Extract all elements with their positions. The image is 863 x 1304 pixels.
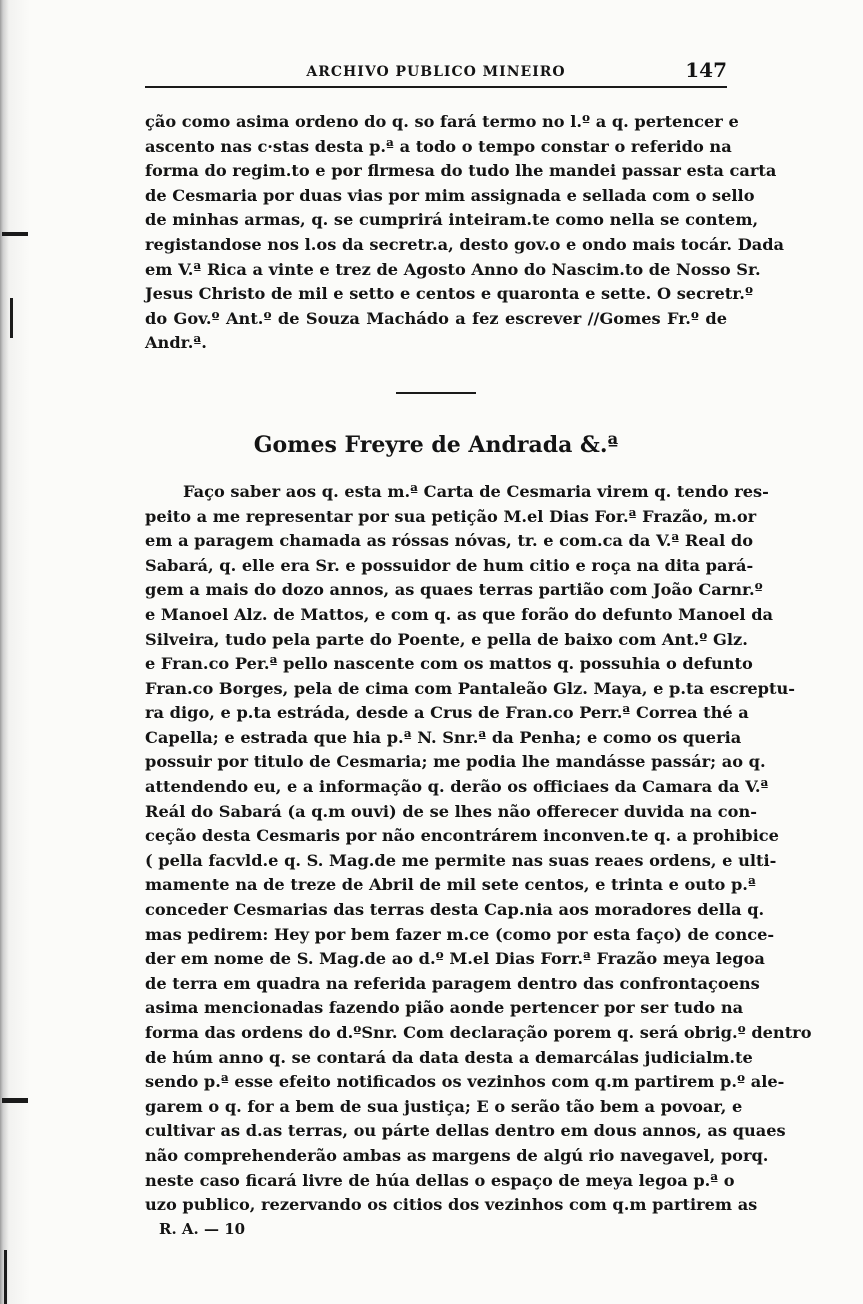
- text-line: de Cesmaria por duas vias por mim assignada e sellada com o sello: [145, 185, 755, 205]
- page-gutter-shadow: [0, 0, 38, 1304]
- text-line: ( pella facvld.e q. S. Mag.de me permite nas suas reaes ordens, e ulti-: [145, 850, 777, 870]
- header-rule: [145, 86, 727, 88]
- text-line: der em nome de S. Mag.de ao d.º M.el Dias Forr.ª Frazão meya legoa: [145, 949, 765, 969]
- book-page: [145, 52, 812, 1238]
- text-line: sendo p.ª esse efeito notificados os vezinhos com q.m partirem p.º ale-: [145, 1072, 785, 1092]
- text-line: não comprehenderão ambas as margens de algú rio navegavel, porq.: [145, 1145, 769, 1165]
- text-line: Reál do Sabará (a q.m ouvi) de se lhes não offerecer duvida na con-: [145, 801, 757, 821]
- gutter-mark: [4, 1250, 7, 1304]
- text-line: em V.ª Rica a vinte e trez de Agosto Anno do Nascim.to de Nosso Sr.: [145, 259, 761, 279]
- text-line: Faço saber aos q. esta m.ª Carta de Cesmaria virem q. tendo res-: [183, 481, 769, 501]
- running-title: ARCHIVO PUBLICO MINEIRO: [306, 64, 566, 80]
- signature-mark: R. A. — 10: [159, 1219, 246, 1238]
- text-line: uzo publico, rezervando os citios dos vezinhos com q.m partirem as: [145, 1195, 758, 1215]
- page-number: 147: [685, 58, 727, 82]
- text-line: do Gov.º Ant.º de Souza Machádo a fez escrever //Gomes Fr.º de: [145, 308, 727, 328]
- text-line: Fran.co Borges, pela de cima com Pantaleão Glz. Maya, e p.ta escreptu-: [145, 678, 795, 698]
- text-line: Capella; e estrada que hia p.ª N. Snr.ª da Penha; e como os queria: [145, 727, 742, 747]
- text-line: de minhas armas, q. se cumprirá inteiram.te como nella se contem,: [145, 210, 759, 230]
- second-document-text: [145, 480, 812, 1218]
- text-line: ceção desta Cesmaris por não encontrárem inconven.te q. a prohibice: [145, 826, 779, 846]
- section-title: Gomes Freyre de Andrada &.ª: [253, 431, 619, 458]
- text-line: garem o q. for a bem de sua justiça; E o serão tão bem a povoar, e: [145, 1096, 743, 1116]
- text-line: gem a mais do dozo annos, as quaes terras partião com João Carnr.º: [145, 580, 763, 600]
- text-line: asima mencionadas fazendo pião aonde pertencer por ser tudo na: [145, 998, 744, 1018]
- text-line: e Manoel Alz. de Mattos, e com q. as que forão do defunto Manoel da: [145, 604, 774, 624]
- running-header: [145, 52, 727, 86]
- text-line: forma das ordens do d.ºSnr. Com declaração porem q. será obrig.º dentro: [145, 1023, 812, 1042]
- text-line: forma do regim.to e por flrmesa do tudo lhe mandei passar esta carta: [145, 161, 777, 181]
- text-line: cultivar as d.as terras, ou párte dellas dentro em dous annos, as quaes: [145, 1121, 786, 1141]
- section-separator: [396, 392, 476, 394]
- text-line: peito a me representar por sua petição M.el Dias For.ª Frazão, m.or: [145, 506, 757, 526]
- text-line: Sabará, q. elle era Sr. e possuidor de hum citio e roça na dita pará-: [145, 555, 754, 575]
- first-document-text: [145, 110, 785, 356]
- text-line: conceder Cesmarias das terras desta Cap.nia aos moradores della q.: [145, 900, 765, 920]
- text-line: attendendo eu, e a informação q. derão os officiaes da Camara da V.ª: [145, 777, 769, 797]
- text-line: mamente na de treze de Abril de mil sete centos, e trinta e outo p.ª: [145, 875, 756, 895]
- text-line: e Fran.co Per.ª pello nascente com os mattos q. possuhia o defunto: [145, 654, 753, 674]
- text-line: ra digo, e p.ta estráda, desde a Crus de Fran.co Perr.ª Correa thé a: [145, 703, 749, 723]
- text-line: Silveira, tudo pela parte do Poente, e pella de baixo com Ant.º Glz.: [145, 629, 748, 649]
- gutter-mark: [2, 1098, 28, 1103]
- text-line: em a paragem chamada as róssas nóvas, tr. e com.ca da V.ª Real do: [145, 531, 754, 551]
- text-line: registandose nos l.os da secretr.a, desto gov.o e ondo mais tocár. Dada: [145, 234, 785, 254]
- text-line: possuir por titulo de Cesmaria; me podia lhe mandásse passár; ao q.: [145, 752, 766, 772]
- text-line: ção como asima ordeno do q. so fará termo no l.º a q. pertencer e: [145, 112, 739, 131]
- text-line: mas pedirem: Hey por bem fazer m.ce (como por esta faço) de conce-: [145, 924, 775, 944]
- text-line: neste caso ficará livre de húa dellas o espaço de meya legoa p.ª o: [145, 1170, 735, 1190]
- text-line: de terra em quadra na referida paragem dentro das confrontaçoens: [145, 973, 760, 993]
- text-line: ascento nas c·stas desta p.ª a todo o tempo constar o referido na: [145, 136, 732, 156]
- text-line: de húm anno q. se contará da data desta a demarcálas judicialm.te: [145, 1047, 753, 1067]
- gutter-mark: [2, 232, 28, 236]
- gutter-mark: [10, 298, 13, 338]
- text-line: Andr.ª.: [145, 333, 207, 353]
- text-line: Jesus Christo de mil e setto e centos e quaronta e sette. O secretr.º: [145, 284, 754, 304]
